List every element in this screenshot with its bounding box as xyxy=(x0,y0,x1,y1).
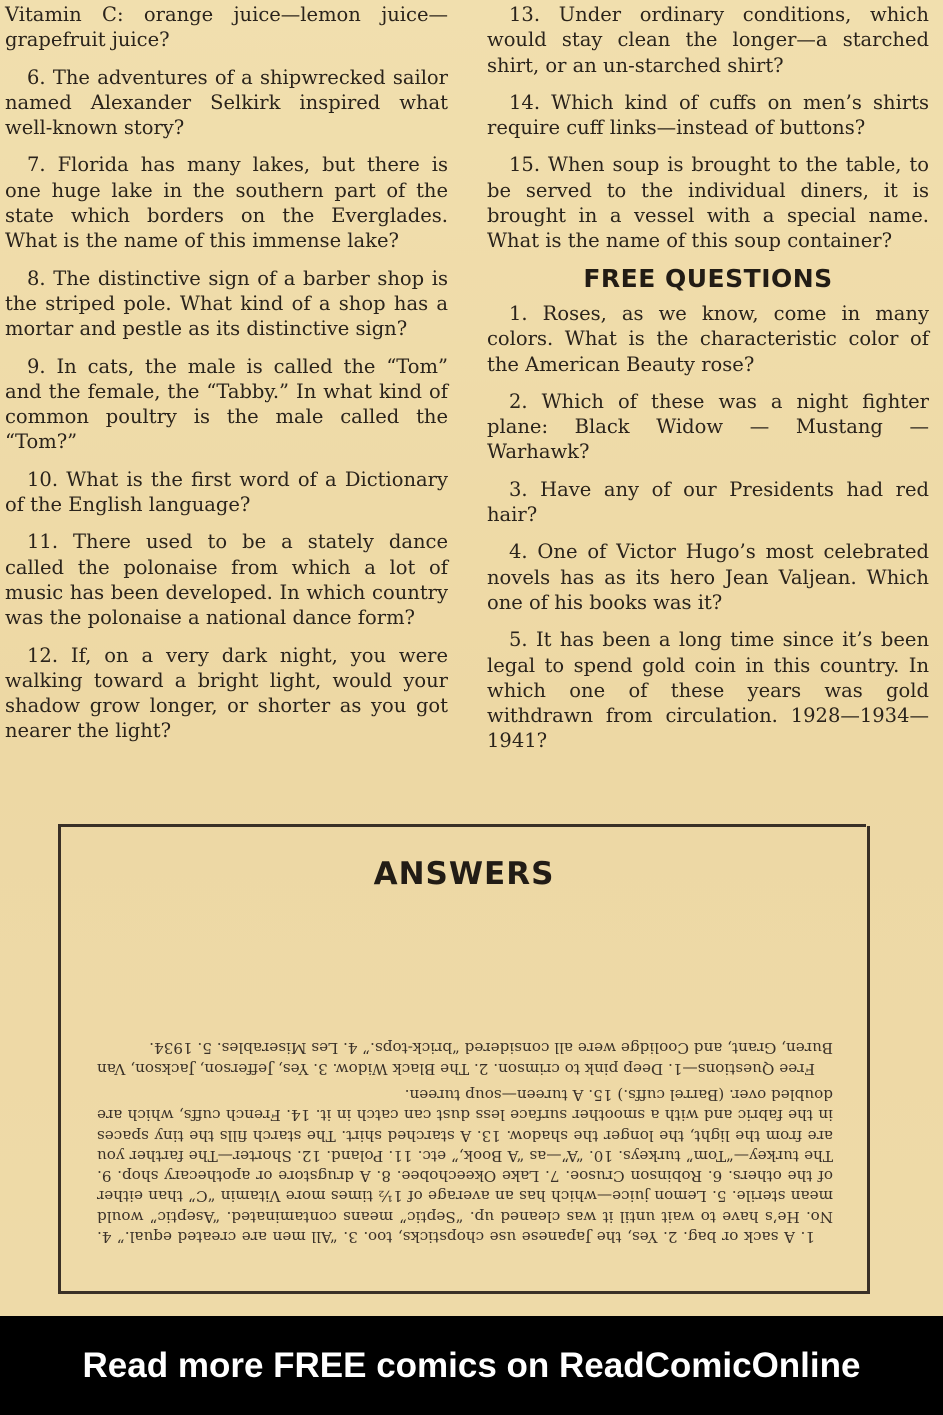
question-paragraph: 9. In cats, the male is called the “Tom” and the female, the “Tabby.” In what kind of common poultry is the male called the “Tom?” xyxy=(5,354,448,454)
promo-banner[interactable] xyxy=(0,1316,943,1415)
question-paragraph: 11. There used to be a stately dance called the polonaise from which a lot of music has been developed. In which country was the polonaise a national dance form? xyxy=(5,530,448,630)
question-paragraph: 6. The adventures of a shipwrecked sailor named Alexander Selkirk inspired what well-known story? xyxy=(5,65,448,140)
answers-box xyxy=(58,826,870,1294)
left-column xyxy=(5,2,448,756)
question-paragraph: Vitamin C: orange juice—lemon juice—grapefruit juice? xyxy=(5,3,448,52)
question-paragraph: 12. If, on a very dark night, you were walking toward a bright light, would your shadow grow longer, or shorter as you got nearer the light? xyxy=(5,643,448,743)
question-paragraph: 10. What is the first word of a Dictionary of the English language? xyxy=(5,467,448,517)
free-question-paragraph: 1. Roses, as we know, come in many colors. What is the characteristic color of the American Beauty rose? xyxy=(487,301,929,376)
question-paragraph: 13. Under ordinary conditions, which would stay clean the longer—a starched shirt, or an un-starched shirt? xyxy=(487,3,929,77)
free-question-paragraph: 2. Which of these was a night fighter plane: Black Widow — Mustang — Warhawk? xyxy=(487,389,929,464)
question-paragraph: 7. Florida has many lakes, but there is one huge lake in the southern part of the state which borders on the Everglades. What is the name of this immense lake? xyxy=(5,153,448,253)
answers-heading: ANSWERS xyxy=(373,856,555,892)
answers-paragraph: Free Questions—1. Deep pink to crimson. 2. The Black Widow. 3. Yes, Jefferson, Jackson, Van Buren, Grant, and Coolidge were all considered “brick-tops.” 4. Les Miserables. 5. 1934. xyxy=(97,1039,833,1078)
promo-banner-text[interactable]: Read more FREE comics on ReadComicOnline xyxy=(82,1345,861,1385)
question-paragraph: 14. Which kind of cuffs on men’s shirts require cuff links—instead of buttons? xyxy=(487,90,929,140)
free-questions-heading: FREE QUESTIONS xyxy=(583,263,833,293)
answers-paragraph: 1. A sack or bag. 2. Yes, the Japanese use chopsticks, too. 3. “All men are created equal.” 4. No. He’s have to wait until it was cleaned up. “Septic” means contaminated. “Aseptic” would mean sterile. 5. Lemon juice—which has an average of 1½ times more Vitamin “C” than either of the others. 6. Robinson Crusoe. 7. Lake Okeechobee. 8. A drugstore or apothecary shop. 9. The turkey—“Tom” turkeys. 10. “A”—as “A Book,” etc. 11. Poland. 12. Shorter—The farther you are from the light, the longer the shadow. 13. A starched shirt. The starch fills the tiny spaces in the fabric and with a smoother surface less dust can catch in it. 14. French cuffs, which are doubled over. (Barrel cuffs.) 15. A tureen—soup tureen. xyxy=(97,1085,833,1246)
free-question-paragraph: 4. One of Victor Hugo’s most celebrated novels has as its hero Jean Valjean. Which one of his books was it? xyxy=(487,540,929,614)
answers-upside-down-text xyxy=(97,912,833,1247)
question-paragraph: 8. The distinctive sign of a barber shop is the striped pole. What kind of a shop has a mortar and pestle as its distinctive sign? xyxy=(5,266,448,341)
right-column xyxy=(487,2,929,766)
free-question-paragraph: 3. Have any of our Presidents had red hair? xyxy=(487,477,929,527)
question-paragraph: 15. When soup is brought to the table, to be served to the individual diners, it is brought in a vessel with a special name. What is the name of this soup container? xyxy=(487,153,929,253)
free-question-paragraph: 5. It has been a long time since it’s been legal to spend gold coin in this country. In which one of these years was gold withdrawn from circulation. 1928—1934—1941? xyxy=(487,628,929,753)
